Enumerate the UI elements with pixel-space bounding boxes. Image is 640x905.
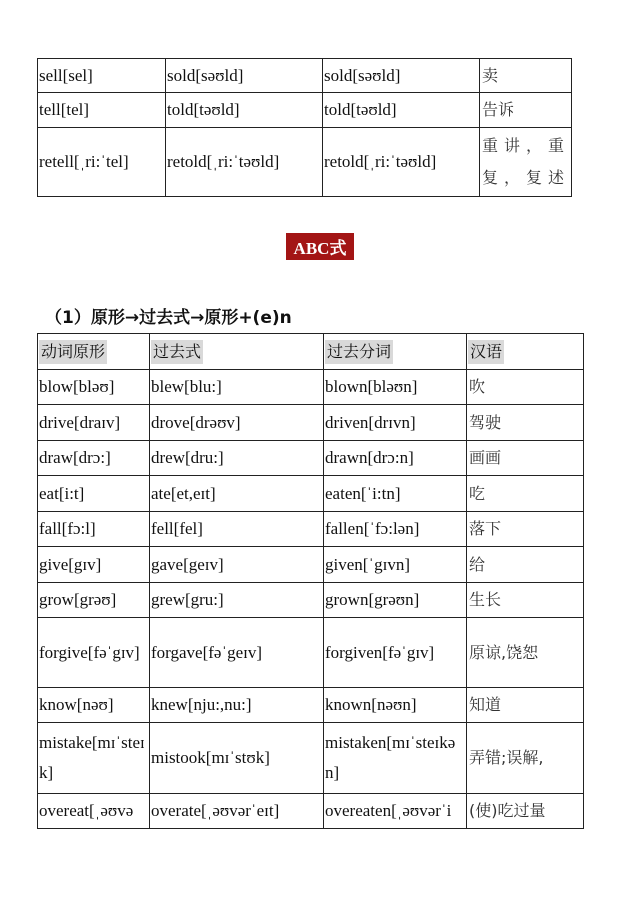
chinese-meaning-cell: 卖 xyxy=(480,59,572,93)
table-row xyxy=(38,794,584,829)
past-tense-cell: fell[fel] xyxy=(150,512,324,547)
past-participle-cell: told[təʊld] xyxy=(323,93,480,128)
past-participle-cell: drawn[drɔ:n] xyxy=(324,441,467,476)
past-tense-cell: knew[nju:,nu:] xyxy=(150,688,324,723)
base-form-cell: know[nəʊ] xyxy=(38,688,150,723)
table-row xyxy=(38,723,584,794)
chinese-meaning-cell: 画画 xyxy=(467,441,584,476)
table-row xyxy=(38,618,584,688)
base-form-cell: tell[tel] xyxy=(38,93,166,128)
past-participle-cell: known[nəʊn] xyxy=(324,688,467,723)
chinese-meaning-cell: 原谅,饶恕 xyxy=(467,618,584,688)
table-row xyxy=(38,441,584,476)
past-participle-cell: fallen[ˈfɔ:lən] xyxy=(324,512,467,547)
base-form-cell: drive[draɪv] xyxy=(38,405,150,441)
chinese-meaning-cell: 知道 xyxy=(467,688,584,723)
table-row xyxy=(38,59,572,93)
base-form-cell: fall[fɔ:l] xyxy=(38,512,150,547)
table-row xyxy=(38,93,572,128)
past-tense-cell: retold[ˌri:ˈtəʊld] xyxy=(166,128,323,197)
past-participle-cell: grown[grəʊn] xyxy=(324,583,467,618)
base-form-cell: forgive[fəˈgɪv] xyxy=(38,618,150,688)
table-row xyxy=(38,128,572,197)
abc-pattern-badge: ABC式 xyxy=(286,233,354,260)
past-participle-cell: sold[səʊld] xyxy=(323,59,480,93)
chinese-meaning-cell: 告诉 xyxy=(480,93,572,128)
past-tense-cell: drove[drəʊv] xyxy=(150,405,324,441)
past-tense-cell: drew[dru:] xyxy=(150,441,324,476)
past-tense-cell: told[təʊld] xyxy=(166,93,323,128)
chinese-meaning-cell: 吃 xyxy=(467,476,584,512)
past-tense-cell: forgave[fəˈgeɪv] xyxy=(150,618,324,688)
chinese-meaning-cell: 落下 xyxy=(467,512,584,547)
past-tense-cell: blew[blu:] xyxy=(150,370,324,405)
base-form-cell: eat[i:t] xyxy=(38,476,150,512)
past-participle-cell: mistaken[mɪˈsteɪkən] xyxy=(324,723,467,794)
past-participle-cell: forgiven[fəˈgɪv] xyxy=(324,618,467,688)
chinese-meaning-cell: 给 xyxy=(467,547,584,583)
base-form-cell: blow[bləʊ] xyxy=(38,370,150,405)
chinese-meaning-cell: 驾驶 xyxy=(467,405,584,441)
header-chinese: 汉语 xyxy=(467,334,584,370)
past-tense-cell: ate[et,eɪt] xyxy=(150,476,324,512)
past-participle-cell: retold[ˌri:ˈtəʊld] xyxy=(323,128,480,197)
header-past-tense: 过去式 xyxy=(150,334,324,370)
top-verb-table xyxy=(37,58,572,197)
past-participle-cell: given[ˈgɪvn] xyxy=(324,547,467,583)
chinese-meaning-cell: 生长 xyxy=(467,583,584,618)
table-row xyxy=(38,476,584,512)
past-participle-cell: eaten[ˈi:tn] xyxy=(324,476,467,512)
past-tense-cell: grew[gru:] xyxy=(150,583,324,618)
table-row xyxy=(38,512,584,547)
header-past-participle: 过去分词 xyxy=(324,334,467,370)
table-row xyxy=(38,370,584,405)
past-participle-cell: blown[bləʊn] xyxy=(324,370,467,405)
table-header-row xyxy=(38,334,584,370)
abc-verb-table xyxy=(37,333,584,829)
table-row xyxy=(38,547,584,583)
base-form-cell: sell[sel] xyxy=(38,59,166,93)
table-row xyxy=(38,688,584,723)
table-row xyxy=(38,583,584,618)
chinese-meaning-cell: 弄错;误解, xyxy=(467,723,584,794)
chinese-meaning-cell: 重讲，重复，复述 xyxy=(480,128,572,197)
base-form-cell: mistake[mɪˈsteɪk] xyxy=(38,723,150,794)
base-form-cell: draw[drɔ:] xyxy=(38,441,150,476)
past-tense-cell: mistook[mɪˈstʊk] xyxy=(150,723,324,794)
base-form-cell: retell[ˌri:ˈtel] xyxy=(38,128,166,197)
past-tense-cell: gave[geɪv] xyxy=(150,547,324,583)
chinese-meaning-cell: (使)吃过量 xyxy=(467,794,584,829)
header-base-form: 动词原形 xyxy=(38,334,150,370)
past-tense-cell: sold[səʊld] xyxy=(166,59,323,93)
table-row xyxy=(38,405,584,441)
base-form-cell: overeat[ˌəʊvə xyxy=(38,794,150,829)
section-heading: （1）原形→过去式→原形+(e)n xyxy=(45,308,292,328)
past-participle-cell: overeaten[ˌəʊvərˈi xyxy=(324,794,467,829)
chinese-meaning-cell: 吹 xyxy=(467,370,584,405)
base-form-cell: grow[grəʊ] xyxy=(38,583,150,618)
past-participle-cell: driven[drɪvn] xyxy=(324,405,467,441)
base-form-cell: give[gɪv] xyxy=(38,547,150,583)
past-tense-cell: overate[ˌəʊvərˈeɪt] xyxy=(150,794,324,829)
